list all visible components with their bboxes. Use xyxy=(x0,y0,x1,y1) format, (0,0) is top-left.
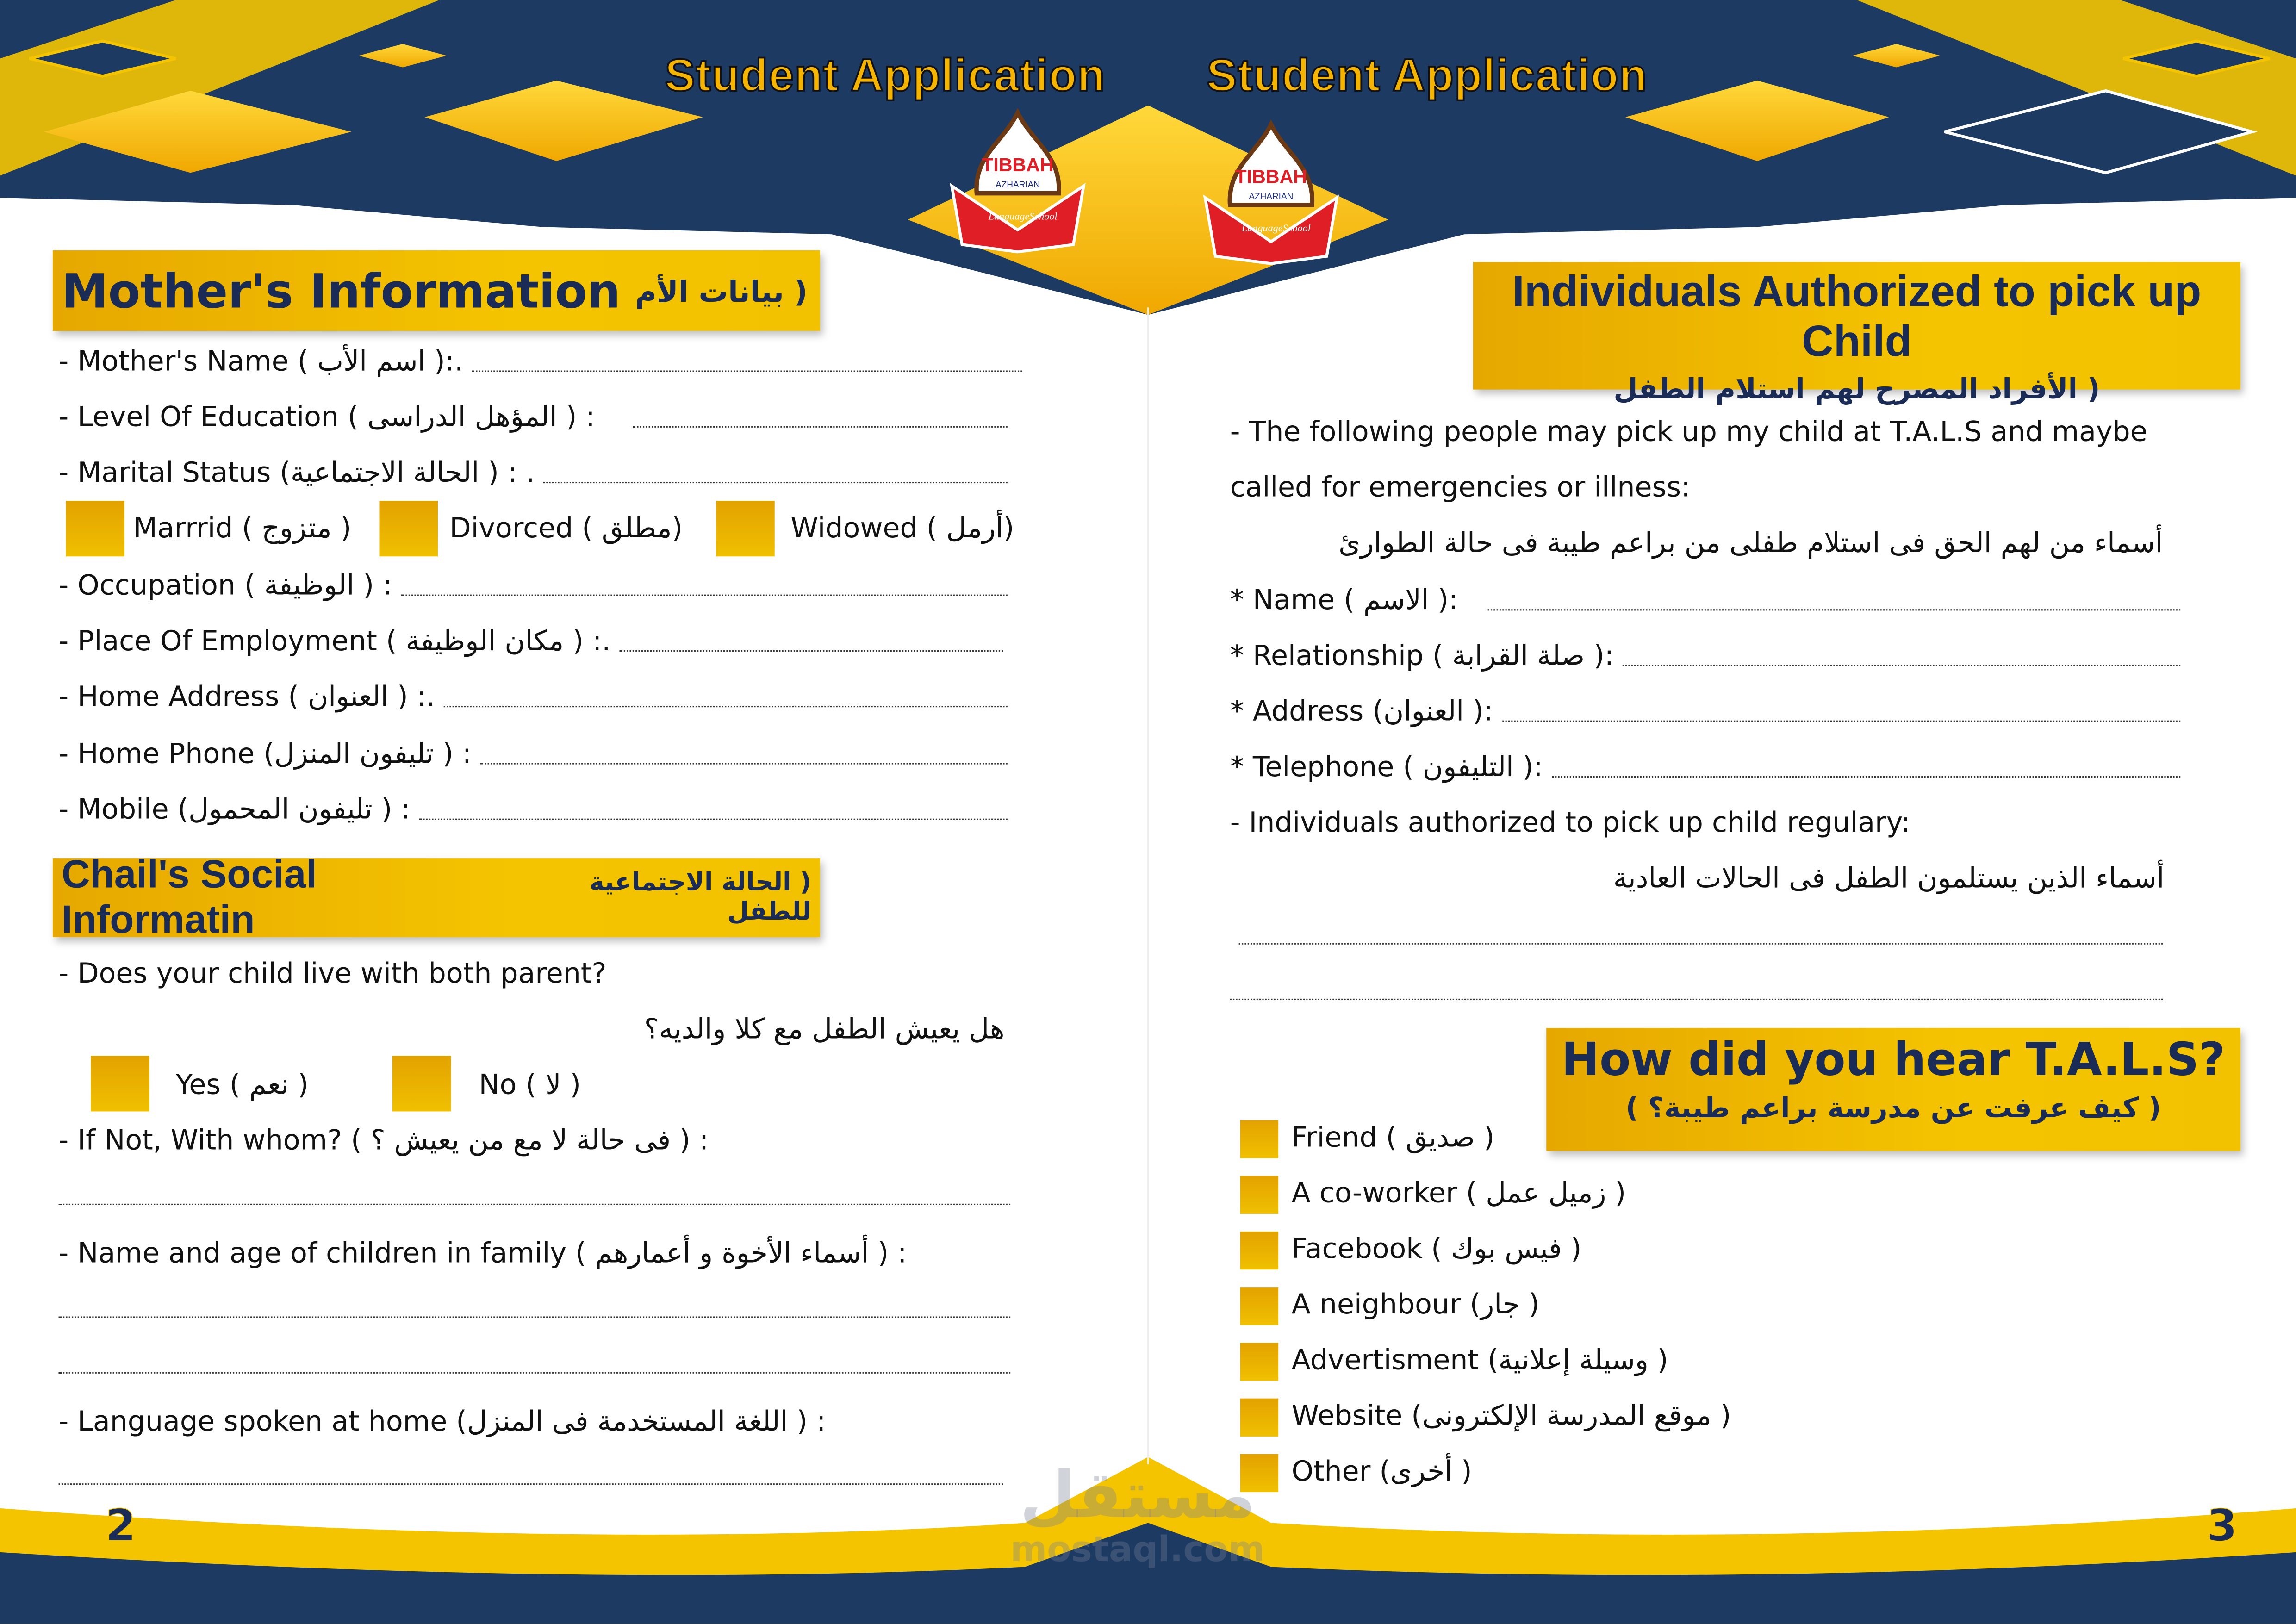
authorized-intro-ar: أسماء من لهم الحق فى استلام طفلى من براعم طيبة فى حالة الطوارئ xyxy=(1338,527,2163,560)
field-label: - Home Address ( العنوان ) :. xyxy=(58,681,436,713)
school-logo-left xyxy=(945,106,1091,267)
input-line[interactable] xyxy=(1623,665,2180,666)
section-title-ar: ( الحالة الاجتماعية للطفل xyxy=(589,868,811,927)
field-auth-name[interactable] xyxy=(1230,584,2180,616)
regular-pickup-label-ar: أسماء الذين يستلمون الطفل فى الحالات العادية xyxy=(1613,862,2165,895)
label-advertisment: Advertisment (وسيلة إعلانية ) xyxy=(1291,1344,1668,1377)
section-title-ar: ( بيانات الأم xyxy=(635,273,808,309)
field-label: - Marital Status (الحالة الاجتماعية ) : . xyxy=(58,457,535,489)
watermark-en: mostaql.com xyxy=(1010,1529,1265,1570)
field-occupation[interactable] xyxy=(59,570,1008,602)
authorized-intro-1: - The following people may pick up my child at T.A.L.S and maybe xyxy=(1230,416,2147,448)
input-line[interactable] xyxy=(1552,776,2181,778)
authorized-intro-2: called for emergencies or illness: xyxy=(1230,471,1691,504)
input-line[interactable] xyxy=(543,482,1007,483)
input-line-siblings-2[interactable] xyxy=(59,1372,1011,1374)
watermark-ar: مستقل xyxy=(1020,1458,1256,1533)
label-neighbour: A neighbour (جار ) xyxy=(1291,1288,1540,1321)
label-facebook: Facebook ( فيس بوك ) xyxy=(1291,1233,1582,1265)
label-friend: Friend ( صديق ) xyxy=(1291,1121,1495,1154)
svg-text:TIBBAH: TIBBAH xyxy=(1235,166,1307,187)
field-auth-address[interactable] xyxy=(1230,696,2180,728)
checkbox-married[interactable] xyxy=(66,501,124,556)
section-title: Chail's Social Informatin xyxy=(61,852,317,942)
label-divorced: Divorced ( مطلق) xyxy=(449,512,683,545)
page-title-right: Student Application xyxy=(1207,50,1648,101)
label-other: Other (أخرى ) xyxy=(1291,1456,1472,1488)
hear-header xyxy=(1546,1028,2240,1151)
checkbox-widowed[interactable] xyxy=(716,501,775,556)
field-marital-status[interactable] xyxy=(59,457,1008,489)
checkbox-friend[interactable] xyxy=(1240,1120,1278,1158)
question-siblings: - Name and age of children in family ( أسماء الأخوة و أعمارهم ) : xyxy=(58,1237,907,1270)
page-title-left: Student Application xyxy=(665,50,1106,101)
question-language: - Language spoken at home (اللغة المستخدمة فى المنزل ) : xyxy=(58,1406,826,1438)
section-title-ar: ( الأفراد المصرح لهم استلام الطفل xyxy=(1613,373,2100,406)
field-label: * Address (العنوان ): xyxy=(1230,695,1493,728)
school-logo-right xyxy=(1198,117,1344,278)
input-line[interactable] xyxy=(1502,721,2180,722)
field-label: - Occupation ( الوظيفة ) : xyxy=(58,569,392,602)
field-label: - Home Phone (تليفون المنزل ) : xyxy=(58,738,472,771)
input-line[interactable] xyxy=(1487,609,2180,610)
input-line-regular-2[interactable] xyxy=(1230,999,2163,1000)
label-yes: Yes ( نعم ) xyxy=(175,1069,309,1101)
field-home-address[interactable] xyxy=(59,681,1008,713)
section-title-ar: ( كيف عرفت عن مدرسة براعم طيبة؟ ) xyxy=(1625,1092,2161,1125)
svg-text:Language: Language xyxy=(1242,222,1283,234)
mothers-info-header xyxy=(53,250,820,331)
field-education[interactable] xyxy=(59,401,1008,434)
field-mothers-name[interactable] xyxy=(59,346,1022,378)
field-label: * Telephone ( التليفون ): xyxy=(1230,751,1543,784)
checkbox-neighbour[interactable] xyxy=(1240,1287,1278,1325)
field-label: - Level Of Education ( المؤهل الدراسى ) : xyxy=(58,401,595,434)
field-label: * Relationship ( صلة القرابة ): xyxy=(1230,640,1614,672)
input-line[interactable] xyxy=(480,763,1008,764)
field-label: * Name ( الاسم ): xyxy=(1230,584,1458,617)
question-with-whom: - If Not, With whom? ( فى حالة لا مع من يعيش ؟ ) : xyxy=(58,1124,709,1157)
regular-pickup-label: - Individuals authorized to pick up child regulary: xyxy=(1230,807,1910,839)
svg-text:School: School xyxy=(1282,222,1311,234)
input-line[interactable] xyxy=(444,706,1008,707)
input-line[interactable] xyxy=(419,819,1008,820)
input-line-regular-1[interactable] xyxy=(1239,943,2163,945)
question-live-with-both-ar: هل يعيش الطفل مع كلا والديه؟ xyxy=(644,1013,1005,1046)
checkbox-yes[interactable] xyxy=(91,1056,149,1111)
social-info-header xyxy=(53,852,820,942)
field-label: - Place Of Employment ( مكان الوظيفة ) :. xyxy=(58,625,611,658)
field-label: - Mother's Name ( اسم الأب ):. xyxy=(58,345,464,378)
label-married: Marrrid ( متزوج ) xyxy=(133,512,352,545)
section-title: Individuals Authorized to pick up Child xyxy=(1512,268,2202,366)
checkbox-advertisment[interactable] xyxy=(1240,1343,1278,1381)
field-label: - Mobile (تليفون المحمول ) : xyxy=(58,793,411,826)
field-place-of-employment[interactable] xyxy=(59,625,1003,658)
input-line[interactable] xyxy=(619,650,1003,652)
checkbox-no[interactable] xyxy=(392,1056,451,1111)
section-title: How did you hear T.A.L.S? xyxy=(1561,1033,2226,1087)
section-title: Mother's Information xyxy=(61,262,621,319)
svg-text:TIBBAH: TIBBAH xyxy=(982,154,1054,176)
field-mobile[interactable] xyxy=(59,794,1008,826)
input-line[interactable] xyxy=(633,426,1008,428)
checkbox-divorced[interactable] xyxy=(379,501,438,556)
label-coworker: A co-worker ( زميل عمل ) xyxy=(1291,1177,1626,1210)
svg-text:Language: Language xyxy=(988,210,1030,222)
question-live-with-both: - Does your child live with both parent? xyxy=(58,958,607,990)
watermark xyxy=(1010,1458,1265,1570)
checkbox-facebook[interactable] xyxy=(1240,1232,1278,1269)
input-line[interactable] xyxy=(472,370,1022,372)
field-home-phone[interactable] xyxy=(59,738,1008,771)
svg-text:School: School xyxy=(1029,210,1058,222)
input-line-language[interactable] xyxy=(59,1483,1003,1485)
field-auth-telephone[interactable] xyxy=(1230,751,2180,784)
authorized-header xyxy=(1473,262,2240,406)
page-number-left: 2 xyxy=(105,1501,136,1552)
label-website: Website (موقع المدرسة الإلكترونى ) xyxy=(1291,1400,1731,1432)
checkbox-website[interactable] xyxy=(1240,1399,1278,1437)
input-line-with-whom[interactable] xyxy=(59,1204,1011,1205)
input-line-siblings-1[interactable] xyxy=(59,1316,1011,1318)
page-number-right: 3 xyxy=(2207,1501,2238,1552)
input-line[interactable] xyxy=(401,595,1007,596)
label-no: No ( لا ) xyxy=(479,1069,581,1101)
svg-text:AZHARIAN: AZHARIAN xyxy=(996,180,1040,190)
field-auth-relationship[interactable] xyxy=(1230,640,2180,672)
label-widowed: Widowed ( أرمل) xyxy=(790,512,1014,545)
svg-text:AZHARIAN: AZHARIAN xyxy=(1249,192,1294,202)
checkbox-coworker[interactable] xyxy=(1240,1176,1278,1214)
